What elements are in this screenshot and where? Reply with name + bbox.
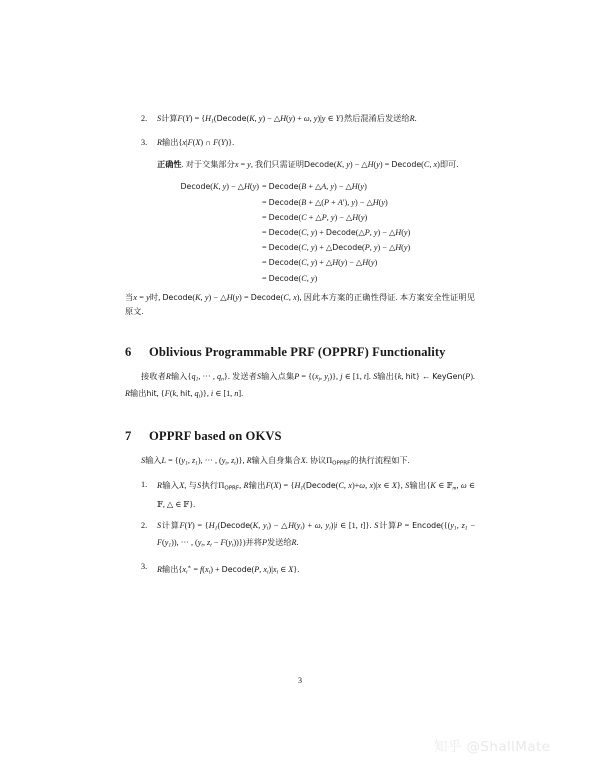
equation-rhs-5: = Decode(C, y) + △Decode(P, y) − △H(y) [262,243,411,253]
equation-row [125,195,475,210]
page-content [125,112,475,587]
page-number: 3 [297,676,303,685]
section-7-body: S输入$L = \{(y_1$, $z_1$), ··· , ($y_t$, $z_t$)}, R输入自身集合X. 协议ΠOPPRF的执行流程如下. [141,456,410,467]
section-6-number: 6 [125,344,132,359]
equation-lhs-blank [125,210,262,225]
equation-lhs-blank [125,225,262,240]
equation-rhs-6: = Decode(C, y) + △H(y) − △H(y) [262,258,378,268]
equation-rhs-7: = Decode(C, y) [262,273,318,283]
equation-row [125,240,475,255]
equation-lhs-blank [125,255,262,270]
equation-lhs: Decode(K, y) − △H(y) [180,182,259,192]
list-item [125,478,475,512]
equation-rhs-2: = Decode(B + △(P + A′), y) − △H(y) [262,197,388,207]
equation-lhs-blank [125,271,262,286]
top-numbered-list [125,112,475,151]
list-item-number: 3. [141,562,148,572]
section-7-number: 7 [125,429,132,444]
section-6-body: 接收者R输入{$q_1$, ··· , $q_n$}. 发送者S输入点集$P = \{(x_j$, $y_j$)}, j ∈ [1, t]. S输出{k, hit} ← KeyGen(P). R输出hit, {F(k, hit, $q_i$)}, i ∈ [1, n]. [125,371,475,400]
list-item-number: 2. [141,114,148,123]
conclusion-paragraph: 当x = y时, Decode(K, y) − △H(y) = Decode(C, x), 因此本方案的正确性得证. 本方案安全性证明见原文. [125,292,475,317]
equation-lhs-blank [125,240,262,255]
section-7-numbered-list [125,478,475,580]
equation-rhs-4: = Decode(C, y) + Decode(△P, y) − △H(y) [262,227,411,237]
list-item-text: S计算$F(Y) = \{H_1(Decode(K$, $y_i$) − $\triangle H(y_i) + \omega$, $y_i)|i$ ∈ [1, t]}. S计算$P = Encode(\{(y_1$, $z_1 - F(y_1)$), ··· , ($y_t$, $z_t - F(y_t)$)})并将P发送给R. [157,521,475,549]
equation-row [125,271,475,286]
equation-row [125,179,475,194]
list-item [125,112,475,129]
list-item-number: 1. [141,480,148,490]
section-6-title: Oblivious Programmable PRF (OPPRF) Functionality [149,344,446,359]
section-7-title: OPPRF based on OKVS [149,429,282,444]
equation-row [125,225,475,240]
list-item-text: S计算$F(Y) = \{H_1(Decode(K$, y) − △H(y) + ω, y)|y ∈ Y}然后混淆后发送给R. [157,114,417,125]
correctness-paragraph [125,158,475,173]
equation-rhs-3: = Decode(C + △P, y) − △H(y) [262,212,368,222]
list-item [125,136,475,151]
list-item [125,560,475,580]
equation-row [125,210,475,225]
derivation-equation [125,179,475,285]
watermark: 知乎 @ShallMate [434,739,551,755]
section-6-heading [125,343,475,361]
equation-rhs-1: = Decode(B + △A, y) − △H(y) [262,182,367,192]
list-item-text: R输出{$x_i^∗ = f(x_i)$ + Decode(P, $x_i)|x_i$ ∈ X}. [157,564,300,576]
list-item-number: 2. [141,521,148,531]
correctness-text: . 对于交集部分x = y, 我们只需证明Decode(K, y) − △H(y) = Decode(C, x)即可. [181,159,459,169]
list-item-number: 3. [141,138,148,148]
equation-row [125,255,475,270]
equation-lhs-blank [125,195,262,210]
list-item [125,519,475,553]
section-7-heading [125,427,475,445]
correctness-label: 正确性 [157,159,182,169]
list-item-text: R输出{x|F(X) ∩ F(Y)}. [157,138,235,148]
list-item-text: R输入X, 与S执行ΠOPRF, R输出$F(X) = \{H_1(Decode(C$, x)+ω, x)|x ∈ X}, S输出{K ∈ 𝔽$_m$, ω ∈ 𝔽, △ ∈ 𝔽}. [157,480,475,509]
